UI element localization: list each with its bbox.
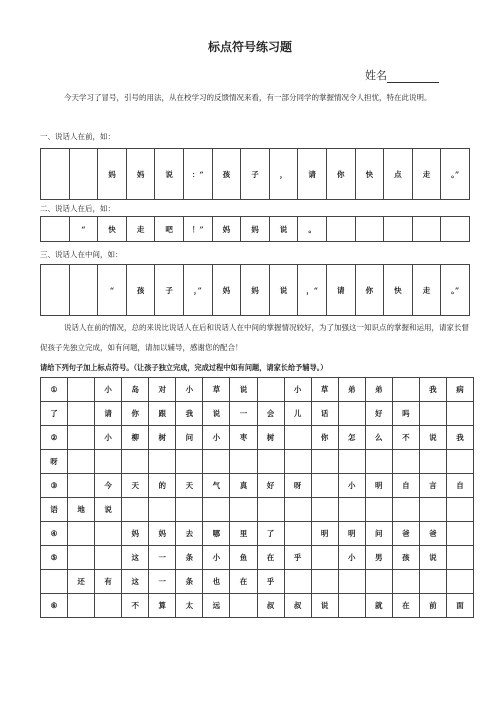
practice-cell: 这 — [122, 546, 149, 570]
practice-cell[interactable] — [419, 570, 446, 594]
practice-cell[interactable] — [95, 450, 122, 474]
practice-cell: ① — [41, 378, 68, 402]
practice-cell[interactable] — [230, 594, 257, 618]
practice-cell[interactable] — [311, 570, 338, 594]
practice-instruction: 请给下列句子加上标点符号。（让孩子独立完成，完成过程中如有问题，请家长给予辅导。） — [40, 363, 328, 372]
practice-cell: 一 — [230, 402, 257, 426]
example-cell: 子 — [241, 149, 270, 200]
practice-cell: 男 — [365, 546, 392, 570]
practice-cell[interactable] — [203, 450, 230, 474]
practice-cell: 条 — [176, 546, 203, 570]
practice-cell[interactable] — [95, 522, 122, 546]
example-row — [41, 265, 470, 316]
example-cell: 。” — [441, 265, 470, 316]
practice-cell: 真 — [230, 474, 257, 498]
example-cell[interactable] — [69, 149, 98, 200]
practice-cell: 怎 — [338, 426, 365, 450]
practice-cell: 里 — [230, 522, 257, 546]
example-cell[interactable] — [412, 217, 441, 242]
example-cell: 。” — [441, 149, 470, 200]
example-cell: 你 — [326, 149, 355, 200]
practice-cell[interactable] — [68, 426, 95, 450]
practice-cell: 言 — [419, 474, 446, 498]
practice-cell: 气 — [203, 474, 230, 498]
example-cell: 快 — [384, 265, 413, 316]
practice-cell[interactable] — [95, 546, 122, 570]
explanation-paragraph — [40, 318, 470, 358]
practice-cell: 说 — [419, 426, 446, 450]
practice-cell[interactable] — [284, 426, 311, 450]
practice-cell: 爸 — [419, 522, 446, 546]
practice-row — [41, 546, 474, 570]
example-cell: 说 — [155, 149, 184, 200]
practice-cell: 岛 — [122, 378, 149, 402]
practice-cell[interactable] — [446, 570, 473, 594]
example-cell: 说 — [269, 265, 298, 316]
practice-cell: 不 — [392, 426, 419, 450]
intro-paragraph — [40, 88, 470, 108]
practice-cell: 面 — [446, 594, 473, 618]
example-cell: “ — [98, 265, 127, 316]
practice-cell: 就 — [365, 594, 392, 618]
example-cell: 请 — [298, 149, 327, 200]
practice-cell: 弟 — [338, 378, 365, 402]
practice-cell: 草 — [203, 378, 230, 402]
practice-cell[interactable] — [419, 450, 446, 474]
practice-cell: 乎 — [257, 570, 284, 594]
practice-cell: 明 — [311, 522, 338, 546]
practice-cell[interactable] — [419, 498, 446, 522]
practice-cell: 一 — [149, 570, 176, 594]
practice-cell[interactable] — [284, 450, 311, 474]
example-cell[interactable] — [41, 149, 70, 200]
practice-cell: 吗 — [392, 402, 419, 426]
practice-cell: 好 — [365, 402, 392, 426]
practice-cell[interactable] — [311, 450, 338, 474]
practice-cell: ② — [41, 426, 68, 450]
example-cell: ！” — [183, 217, 212, 242]
practice-cell: 这 — [122, 570, 149, 594]
practice-cell[interactable] — [365, 450, 392, 474]
example-cell: 走 — [412, 149, 441, 200]
practice-cell: 小 — [284, 378, 311, 402]
practice-cell[interactable] — [284, 522, 311, 546]
example-row — [41, 217, 470, 242]
practice-cell: 小 — [338, 474, 365, 498]
practice-cell[interactable] — [257, 450, 284, 474]
example-cell: ，” — [183, 265, 212, 316]
practice-cell[interactable] — [284, 498, 311, 522]
practice-cell: 哪 — [203, 522, 230, 546]
name-blank-line[interactable] — [387, 71, 439, 83]
practice-cell: 自 — [392, 474, 419, 498]
practice-row — [41, 498, 474, 522]
example-cell: ：“ — [183, 149, 212, 200]
practice-cell: 好 — [257, 474, 284, 498]
practice-cell[interactable] — [338, 594, 365, 618]
example-cell: 子 — [155, 265, 184, 316]
section2-label: 二、说话人在后，如： — [40, 204, 115, 213]
practice-cell: 草 — [311, 378, 338, 402]
practice-cell[interactable] — [68, 522, 95, 546]
practice-cell: 呀 — [284, 474, 311, 498]
practice-cell: 语 — [41, 498, 68, 522]
practice-cell[interactable] — [446, 402, 473, 426]
practice-cell: 叔 — [257, 594, 284, 618]
example-cell: 。 — [298, 217, 327, 242]
practice-cell: 一 — [149, 546, 176, 570]
practice-cell: ⑥ — [41, 594, 68, 618]
practice-cell: 乎 — [284, 546, 311, 570]
page-title: 标点符号练习题 — [207, 40, 292, 54]
example-cell[interactable] — [355, 217, 384, 242]
practice-cell: 明 — [365, 474, 392, 498]
practice-cell: ⑤ — [41, 546, 68, 570]
practice-cell: 妈 — [122, 522, 149, 546]
practice-cell: 明 — [338, 522, 365, 546]
practice-cell[interactable] — [446, 498, 473, 522]
practice-cell[interactable] — [446, 450, 473, 474]
practice-row — [41, 378, 474, 402]
practice-cell: 小 — [95, 426, 122, 450]
example-cell: 妈 — [241, 217, 270, 242]
example-cell: 点 — [384, 149, 413, 200]
practice-cell[interactable] — [68, 594, 95, 618]
practice-cell[interactable] — [176, 498, 203, 522]
practice-cell: 你 — [311, 426, 338, 450]
practice-cell[interactable] — [311, 474, 338, 498]
practice-cell[interactable] — [149, 498, 176, 522]
example-cell[interactable] — [41, 217, 70, 242]
practice-cell: 跟 — [149, 402, 176, 426]
practice-cell: 弟 — [365, 378, 392, 402]
practice-cell[interactable] — [338, 498, 365, 522]
practice-cell: 说 — [230, 378, 257, 402]
practice-cell[interactable] — [365, 570, 392, 594]
practice-cell: 请 — [95, 402, 122, 426]
practice-cell[interactable] — [203, 498, 230, 522]
practice-cell: 会 — [257, 402, 284, 426]
practice-cell[interactable] — [338, 450, 365, 474]
practice-cell: 小 — [203, 546, 230, 570]
practice-row — [41, 474, 474, 498]
practice-cell: 树 — [149, 426, 176, 450]
example-cell: 说 — [269, 217, 298, 242]
example-cell: 走 — [126, 217, 155, 242]
practice-cell: 你 — [122, 402, 149, 426]
practice-cell[interactable] — [338, 570, 365, 594]
practice-cell: 小 — [95, 378, 122, 402]
practice-cell: 问 — [365, 522, 392, 546]
practice-cell[interactable] — [257, 498, 284, 522]
practice-cell: 爸 — [392, 522, 419, 546]
practice-cell: 小 — [203, 426, 230, 450]
example2-grid — [40, 216, 470, 242]
practice-cell: 病 — [446, 378, 473, 402]
practice-cell[interactable] — [419, 402, 446, 426]
example-cell[interactable] — [326, 217, 355, 242]
practice-cell: 对 — [149, 378, 176, 402]
practice-cell: 天 — [122, 474, 149, 498]
practice-cell[interactable] — [68, 450, 95, 474]
practice-cell: 说 — [203, 402, 230, 426]
example-cell: 你 — [355, 265, 384, 316]
example-cell: 妈 — [98, 149, 127, 200]
practice-cell: 太 — [176, 594, 203, 618]
section3-label: 三、说话人在中间，如： — [40, 250, 123, 259]
practice-cell: 我 — [446, 426, 473, 450]
practice-cell[interactable] — [68, 378, 95, 402]
practice-cell[interactable] — [176, 450, 203, 474]
practice-cell: 自 — [446, 474, 473, 498]
practice-cell: 条 — [176, 570, 203, 594]
explanation-text: 说话人在前的情况，总的来说比说话人在后和说话人在中间的掌握情况较好，为了加强这一知识点的掌握和运用，请家长督促孩子先独立完成，如有问题，请加以辅导，感谢您的配合！ — [40, 323, 469, 352]
practice-cell: 在 — [392, 594, 419, 618]
example-cell[interactable] — [384, 217, 413, 242]
practice-cell[interactable] — [230, 498, 257, 522]
practice-cell: 妈 — [149, 522, 176, 546]
practice-cell: 去 — [176, 522, 203, 546]
example-cell: 妈 — [241, 265, 270, 316]
practice-cell: 柳 — [122, 426, 149, 450]
practice-cell[interactable] — [68, 474, 95, 498]
practice-cell: 枣 — [230, 426, 257, 450]
practice-cell: 孩 — [392, 546, 419, 570]
practice-cell[interactable] — [392, 378, 419, 402]
practice-cell[interactable] — [392, 498, 419, 522]
example-cell[interactable] — [441, 217, 470, 242]
practice-cell[interactable] — [392, 570, 419, 594]
practice-cell: 在 — [257, 546, 284, 570]
practice-cell: 叔 — [284, 594, 311, 618]
practice-grid — [40, 377, 474, 618]
practice-cell: 么 — [365, 426, 392, 450]
practice-cell: 了 — [257, 522, 284, 546]
practice-cell: 说 — [311, 594, 338, 618]
practice-cell: 远 — [203, 594, 230, 618]
example-row — [41, 149, 470, 200]
practice-cell: 还 — [68, 570, 95, 594]
practice-cell: 算 — [149, 594, 176, 618]
example-cell[interactable] — [41, 265, 70, 316]
name-label: 姓名 — [365, 69, 387, 82]
practice-row — [41, 426, 474, 450]
example-cell: 吧 — [155, 217, 184, 242]
practice-row — [41, 402, 474, 426]
practice-row — [41, 522, 474, 546]
example-cell: 妈 — [212, 265, 241, 316]
example-cell: 快 — [355, 149, 384, 200]
practice-cell[interactable] — [149, 450, 176, 474]
practice-cell: 地 — [68, 498, 95, 522]
practice-cell: 鱼 — [230, 546, 257, 570]
example-cell: 孩 — [212, 149, 241, 200]
practice-cell: 前 — [419, 594, 446, 618]
practice-cell: 今 — [95, 474, 122, 498]
practice-cell: 说 — [95, 498, 122, 522]
example3-grid — [40, 264, 470, 316]
practice-cell: 小 — [176, 378, 203, 402]
practice-cell[interactable] — [257, 378, 284, 402]
example1-grid — [40, 148, 470, 200]
practice-cell[interactable] — [311, 546, 338, 570]
practice-cell[interactable] — [68, 546, 95, 570]
practice-cell[interactable] — [122, 450, 149, 474]
practice-cell: 话 — [311, 402, 338, 426]
example-cell: 孩 — [126, 265, 155, 316]
example-cell[interactable] — [69, 265, 98, 316]
practice-cell[interactable] — [230, 450, 257, 474]
example-cell: ， — [269, 149, 298, 200]
practice-cell[interactable] — [122, 498, 149, 522]
example-cell: ，“ — [298, 265, 327, 316]
practice-cell: 我 — [176, 402, 203, 426]
practice-cell[interactable] — [365, 498, 392, 522]
practice-cell[interactable] — [284, 570, 311, 594]
practice-cell: ③ — [41, 474, 68, 498]
practice-cell: 的 — [149, 474, 176, 498]
practice-cell: 问 — [176, 426, 203, 450]
practice-cell: 天 — [176, 474, 203, 498]
practice-cell: 树 — [257, 426, 284, 450]
practice-cell: 说 — [419, 546, 446, 570]
practice-cell: 我 — [419, 378, 446, 402]
practice-cell[interactable] — [392, 450, 419, 474]
practice-cell[interactable] — [446, 546, 473, 570]
practice-row — [41, 570, 474, 594]
practice-cell[interactable] — [338, 402, 365, 426]
example-cell: 妈 — [126, 149, 155, 200]
example-cell: 妈 — [212, 217, 241, 242]
practice-cell: 儿 — [284, 402, 311, 426]
practice-cell[interactable] — [68, 402, 95, 426]
example-cell: 请 — [326, 265, 355, 316]
example-cell: “ — [69, 217, 98, 242]
name-field — [365, 67, 439, 83]
practice-cell: 在 — [230, 570, 257, 594]
practice-cell[interactable] — [41, 570, 68, 594]
intro-text: 今天学习了冒号，引号的用法，从在校学习的反馈情况来看，有一部分同学的掌握情况令人担忧，特在此说明。 — [64, 93, 432, 102]
practice-cell: 呀 — [41, 450, 68, 474]
practice-cell: 有 — [95, 570, 122, 594]
practice-cell[interactable] — [95, 594, 122, 618]
practice-row — [41, 450, 474, 474]
section1-label: 一、说话人在前，如： — [40, 132, 115, 141]
practice-cell[interactable] — [311, 498, 338, 522]
practice-cell: 小 — [338, 546, 365, 570]
practice-cell: 也 — [203, 570, 230, 594]
practice-cell: ④ — [41, 522, 68, 546]
example-cell: 走 — [412, 265, 441, 316]
practice-cell: 了 — [41, 402, 68, 426]
practice-row — [41, 594, 474, 618]
practice-cell[interactable] — [446, 522, 473, 546]
example-cell: 快 — [98, 217, 127, 242]
practice-cell: 不 — [122, 594, 149, 618]
